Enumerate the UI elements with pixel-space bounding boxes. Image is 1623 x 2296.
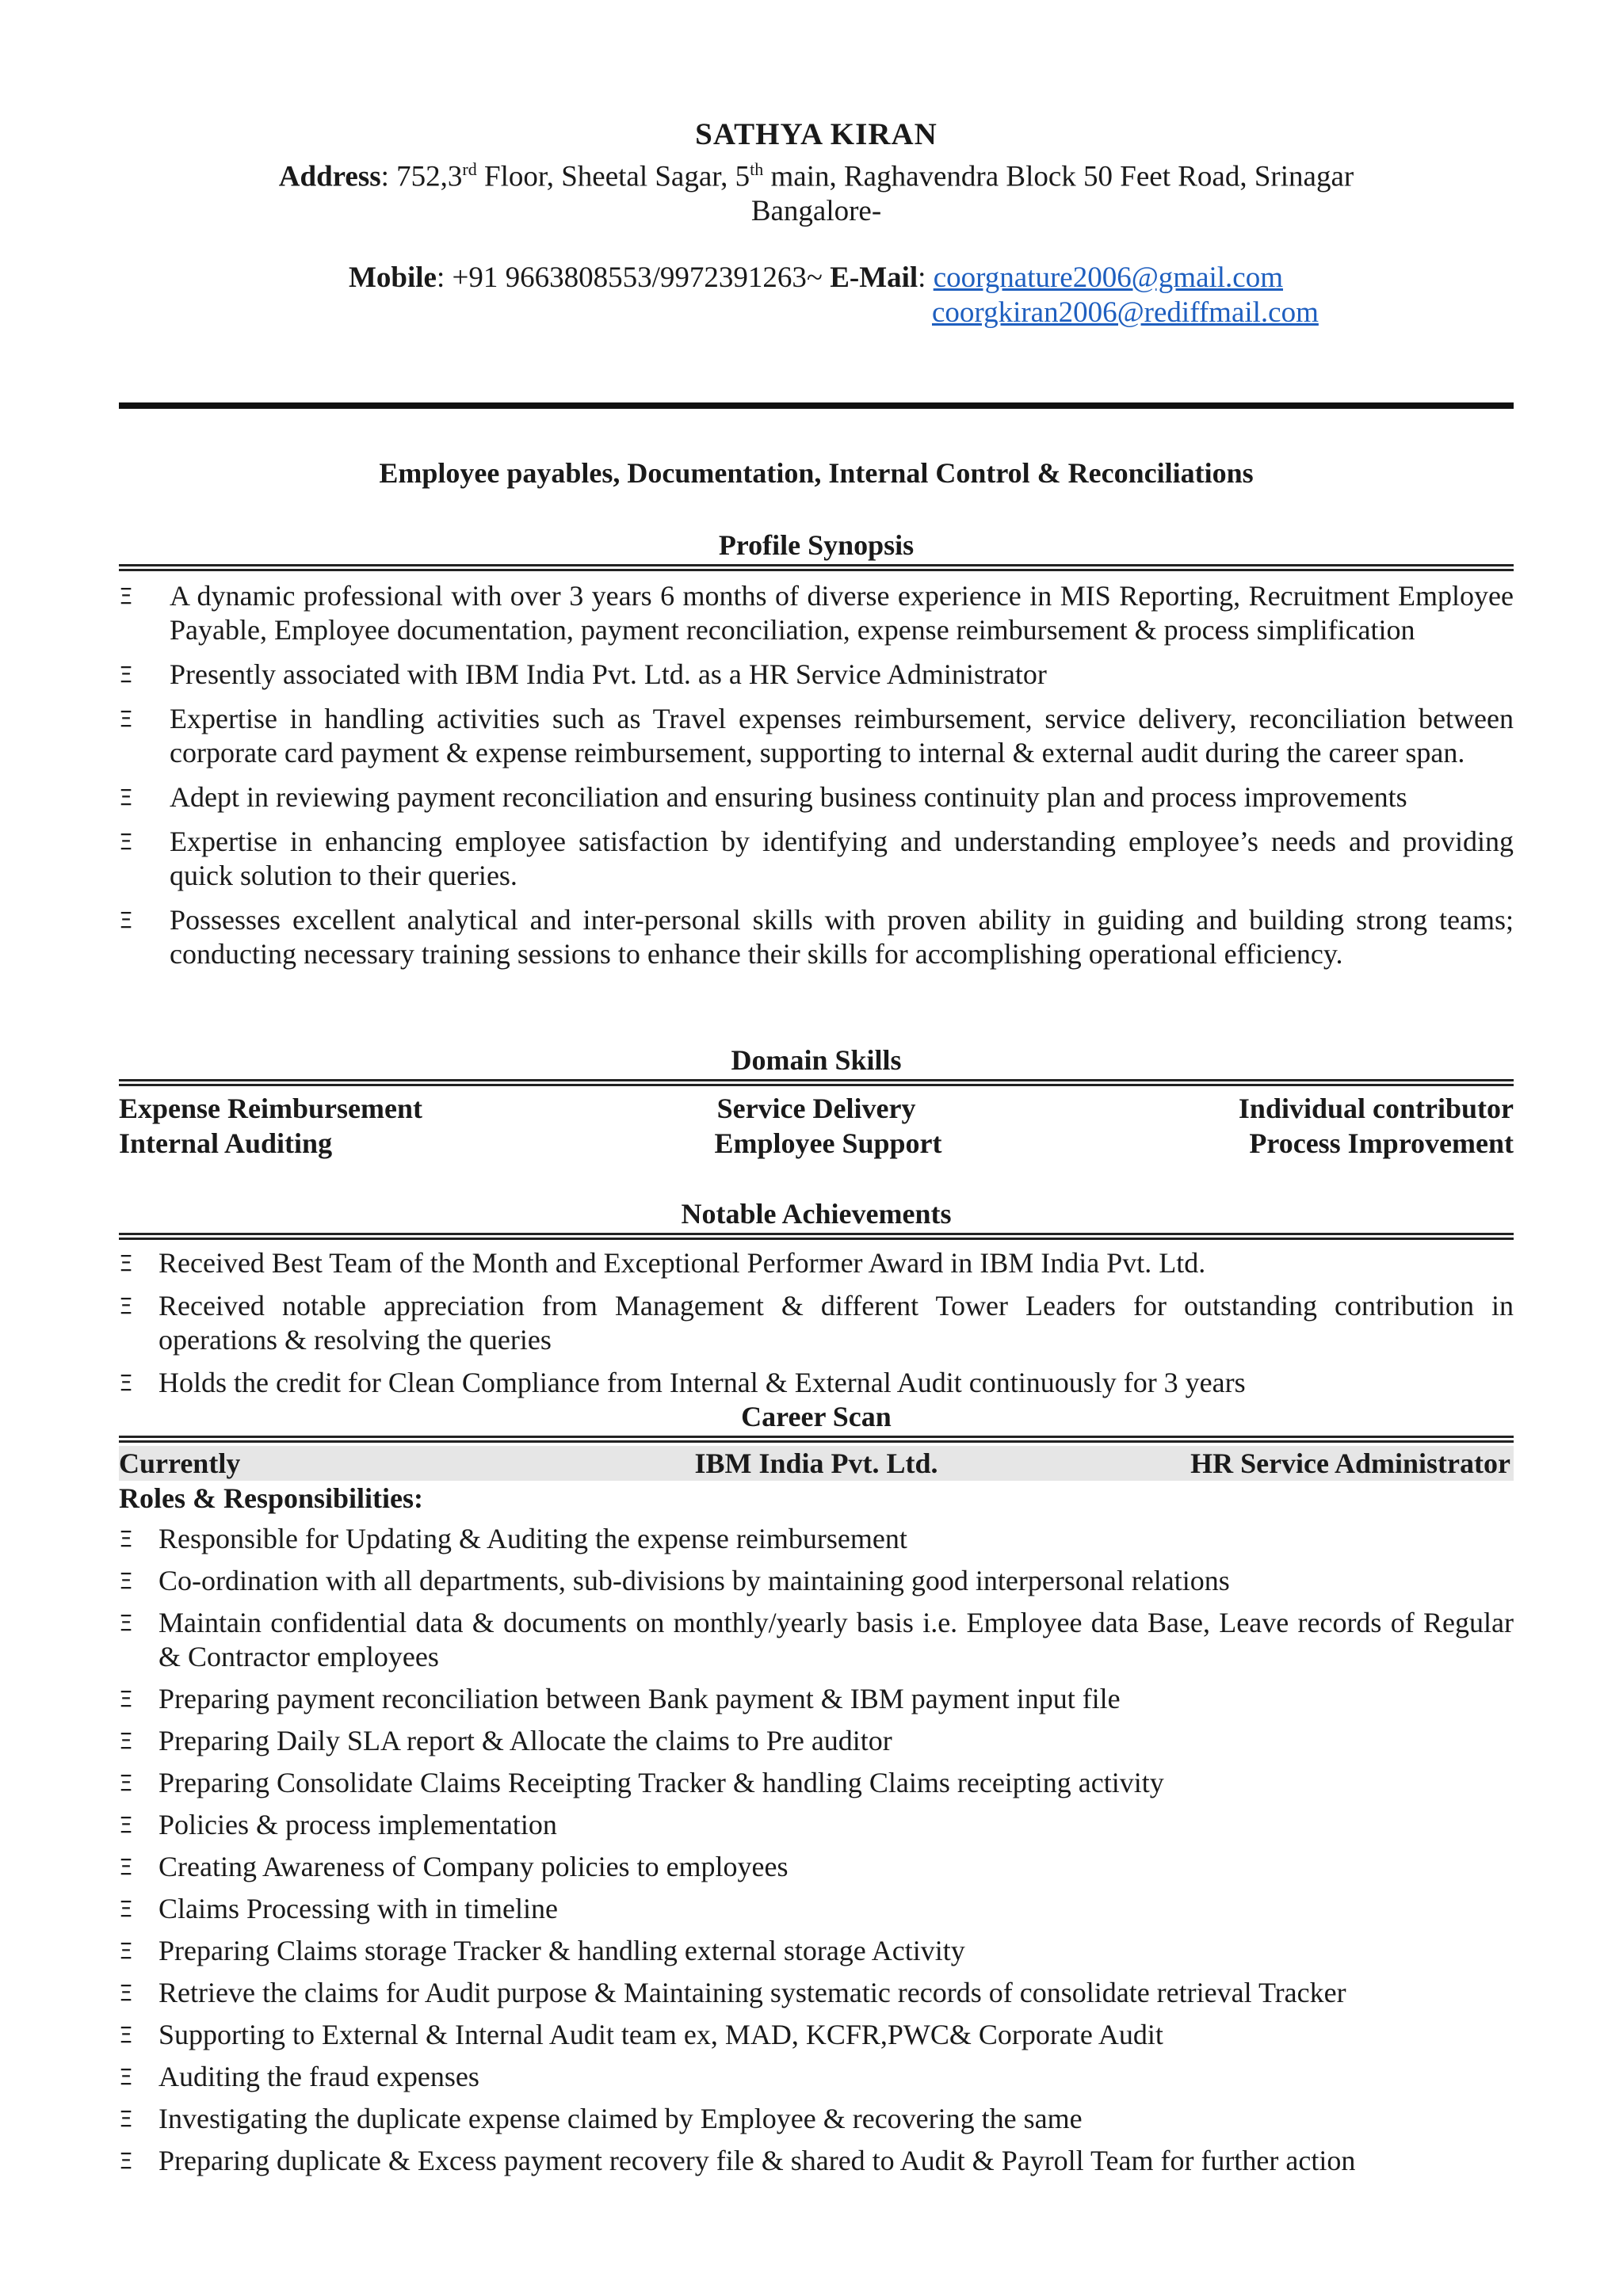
list-item: Ξ Preparing Daily SLA report & Allocate the claims to Pre auditor — [119, 1725, 892, 1756]
list-item: Ξ Preparing Claims storage Tracker & handling external storage Activity — [119, 1935, 965, 1966]
address-sup-1: rd — [462, 159, 477, 179]
email-link-1[interactable]: coorgnature2006@gmail.com — [933, 261, 1284, 295]
list-item: Ξ Responsible for Updating & Auditing the expense reimbursement — [119, 1523, 907, 1554]
list-item: Ξ Preparing Consolidate Claims Receipting Tracker & handling Claims receipting activity — [119, 1767, 1164, 1798]
achievements-list — [119, 1246, 1514, 1400]
bullet-icon: Ξ — [119, 1980, 133, 2006]
bullet-icon: Ξ — [119, 1728, 133, 1754]
bullet-icon: Ξ — [119, 2064, 133, 2090]
bullet-icon: Ξ — [119, 1686, 133, 1712]
contact-line-1 — [349, 261, 1283, 296]
bullet-icon: Ξ — [119, 1896, 133, 1922]
skill-item: Individual contributor — [1238, 1093, 1514, 1124]
list-item: Ξ Received Best Team of the Month and Exceptional Performer Award in IBM India Pvt. Ltd. — [119, 1247, 1206, 1279]
bullet-icon: Ξ — [119, 1610, 133, 1636]
achievements-title: Notable Achievements — [681, 1198, 952, 1230]
bullet-icon: Ξ — [119, 1370, 133, 1396]
bullet-icon: Ξ — [119, 784, 133, 810]
bullet-icon: Ξ — [119, 2148, 133, 2174]
list-item: Ξ Possesses excellent analytical and inter-personal skills with proven ability in guiding and building strong teams; conducting necessary training sessions to enhance their skills for accomplishing operational efficiency. — [119, 904, 1514, 970]
bullet-icon: Ξ — [119, 1938, 133, 1964]
bullet-icon: Ξ — [119, 1812, 133, 1838]
address-line-2: Bangalore- — [750, 195, 882, 228]
mobile-value: : +91 9663808553/9972391263~ — [436, 261, 831, 295]
career-title: Career Scan — [741, 1401, 892, 1432]
tagline: Employee payables, Documentation, Internal Control & Reconciliations — [379, 457, 1254, 489]
list-item: Ξ Presently associated with IBM India Pvt. Ltd. as a HR Service Administrator — [119, 658, 1047, 690]
roles-list — [119, 1522, 1514, 2178]
skill-item: Employee Support — [714, 1127, 942, 1159]
header-divider — [119, 402, 1514, 409]
bullet-icon: Ξ — [119, 907, 133, 933]
email-link-2[interactable]: coorgkiran2006@rediffmail.com — [932, 296, 1319, 330]
contact-line-2 — [932, 296, 1319, 330]
address-sup-2: th — [750, 159, 764, 179]
career-section — [119, 1399, 1514, 2178]
candidate-name: SATHYA KIRAN — [695, 117, 938, 151]
list-item: Ξ Expertise in handling activities such as Travel expenses reimbursement, service delivery, reconciliation between corporate card payment & expense reimbursement, supporting to internal & external audit during the career span. — [119, 703, 1514, 769]
address-text-1: : 752,3 — [380, 160, 463, 193]
list-item: Ξ Received notable appreciation from Management & different Tower Leaders for outstanding contribution in operations & resolving the queries — [119, 1290, 1514, 1356]
list-item: Ξ Adept in reviewing payment reconciliation and ensuring business continuity plan and process improvements — [119, 781, 1407, 813]
email-label: E-Mail — [830, 261, 918, 295]
bullet-icon: Ξ — [119, 706, 133, 732]
bullet-icon: Ξ — [119, 2022, 133, 2048]
domain-skills-section — [119, 1043, 1514, 1164]
list-item: Ξ Preparing payment reconciliation between Bank payment & IBM payment input file — [119, 1683, 1121, 1714]
list-item: Ξ Claims Processing with in timeline — [119, 1893, 558, 1924]
list-item: Ξ Creating Awareness of Company policies to employees — [119, 1851, 789, 1882]
mobile-label: Mobile — [349, 261, 437, 295]
skill-item: Internal Auditing — [119, 1127, 333, 1159]
list-item: Ξ Expertise in enhancing employee satisfaction by identifying and understanding employee’s needs and providing quick solution to their queries. — [119, 826, 1514, 891]
achievements-section — [119, 1196, 1514, 1400]
bullet-icon: Ξ — [119, 1526, 133, 1552]
skill-item: Expense Reimbursement — [119, 1093, 422, 1124]
bullet-icon: Ξ — [119, 1770, 133, 1796]
list-item: Ξ Holds the credit for Clean Compliance from Internal & External Audit continuously for 3 years — [119, 1367, 1246, 1398]
list-item: Ξ Retrieve the claims for Audit purpose & Maintaining systematic records of consolidate retrieval Tracker — [119, 1977, 1346, 2008]
list-item: Ξ Preparing duplicate & Excess payment recovery file & shared to Audit & Payroll Team for further action — [119, 2145, 1356, 2176]
profile-divider — [119, 564, 1514, 571]
list-item: Ξ Investigating the duplicate expense claimed by Employee & recovering the same — [119, 2103, 1083, 2134]
profile-list — [119, 579, 1514, 971]
skill-item: Service Delivery — [716, 1093, 916, 1124]
resume-header — [119, 0, 1514, 330]
career-period: Currently — [119, 1447, 241, 1479]
address-line-1 — [119, 152, 1514, 194]
skill-item: Process Improvement — [1249, 1127, 1514, 1159]
address-label: Address — [278, 160, 381, 193]
email-colon: : — [918, 261, 934, 295]
address-text-3: main, Raghavendra Block 50 Feet Road, Srinagar — [763, 160, 1354, 193]
bullet-icon: Ξ — [119, 1293, 133, 1319]
list-item: Ξ Supporting to External & Internal Audit team ex, MAD, KCFR,PWC& Corporate Audit — [119, 2019, 1163, 2050]
skills-row-2 — [119, 1126, 1514, 1161]
list-item: Ξ Maintain confidential data & documents on monthly/yearly basis i.e. Employee data Base, Leave records of Regular & Contractor employees — [119, 1607, 1514, 1672]
bullet-icon: Ξ — [119, 1568, 133, 1594]
list-item: Ξ Auditing the fraud expenses — [119, 2061, 479, 2092]
career-divider — [119, 1436, 1514, 1443]
list-item: Ξ Policies & process implementation — [119, 1809, 557, 1840]
domain-skills-divider — [119, 1079, 1514, 1086]
skills-row-1 — [119, 1091, 1514, 1126]
skills-grid — [119, 1091, 1514, 1164]
career-entry-bar — [119, 1446, 1514, 1481]
bullet-icon: Ξ — [119, 829, 133, 855]
bullet-icon: Ξ — [119, 2106, 133, 2132]
address-text-2: Floor, Sheetal Sagar, 5 — [476, 160, 750, 193]
bullet-icon: Ξ — [119, 583, 133, 609]
career-company: IBM India Pvt. Ltd. — [694, 1447, 938, 1479]
list-item: Ξ Co-ordination with all departments, sub-divisions by maintaining good interpersonal relations — [119, 1565, 1230, 1596]
bullet-icon: Ξ — [119, 662, 133, 688]
contact-block — [119, 261, 1514, 330]
bullet-icon: Ξ — [119, 1250, 133, 1276]
list-item: Ξ A dynamic professional with over 3 years 6 months of diverse experience in MIS Reporting, Recruitment Employee Payable, Employee documentation, payment reconciliation, expense reimbursement & process simplification — [119, 580, 1514, 646]
profile-section — [119, 528, 1514, 971]
profile-title: Profile Synopsis — [718, 529, 915, 561]
career-role: HR Service Administrator — [1190, 1447, 1510, 1479]
achievements-divider — [119, 1233, 1514, 1240]
roles-title: Roles & Responsibilities: — [119, 1482, 424, 1514]
domain-skills-title: Domain Skills — [731, 1044, 902, 1076]
resume-page — [119, 0, 1514, 330]
bullet-icon: Ξ — [119, 1854, 133, 1880]
